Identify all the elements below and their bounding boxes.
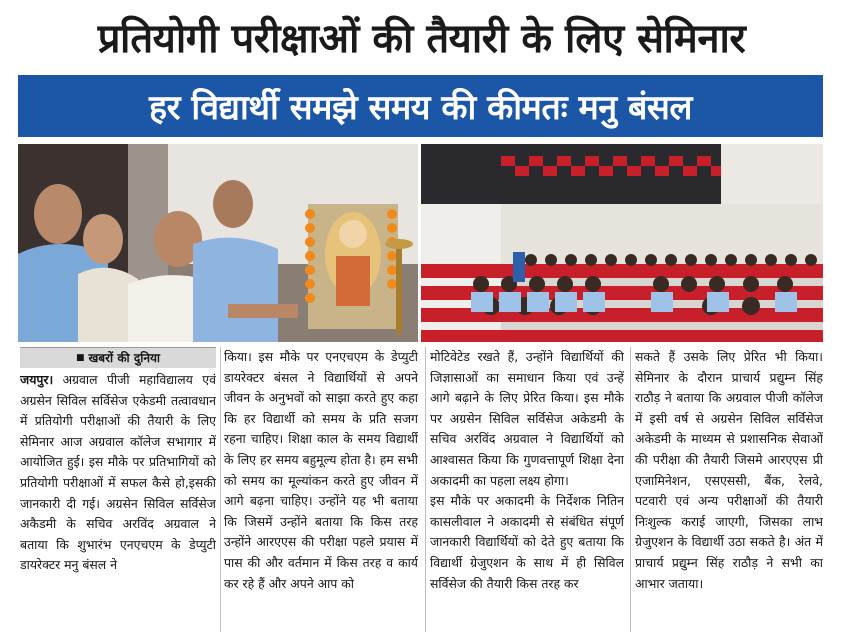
subheadline-banner: हर विद्यार्थी समझे समय की कीमतः मनु बंसल	[18, 75, 823, 137]
column-rule	[220, 347, 221, 632]
column-rule	[630, 347, 631, 632]
article-column-2	[224, 347, 418, 637]
column-text: मोटिवेटेड रखते हैं, उन्होंने विद्यार्थियों की जिज्ञासाओं का समाधान किया एवं उन्हें आगे बढ़ाने के लिए प्रेरित किया। इस मौके पर अग्रसेन सिविल सर्विसेज अकेडमी के सचिव अरविंद अग्रवाल ने विद्यार्थियों को आश्वासत किया कि गुणवत्तापूर्ण शिक्षा देना अकादमी का पहला लक्ष्य होगा।	[430, 349, 624, 488]
photo-auditorium	[421, 144, 823, 342]
headline: प्रतियोगी परीक्षाओं की तैयारी के लिए सेमिनार	[97, 15, 746, 62]
byline-bar	[20, 347, 216, 368]
article-column-1	[20, 347, 216, 637]
dateline: जयपुर।	[20, 372, 54, 387]
article-column-3	[430, 347, 624, 637]
column-text: किया। इस मौके पर एनएचएम के डेप्युटी डायरेक्टर बंसल ने विद्यार्थियों से अपने जीवन के अनुभवों को साझा करते हुए कहा कि हर विद्यार्थी को समय के प्रति सजग रहना चाहिए। शिक्षा काल के समय विद्यार्थी के लिए हर समय बहुमूल्य होता है। हम सभी को समय का मूल्यांकन करते हुए जीवन में आगे बढ़ना चाहिए। उन्होंने यह भी बताया कि जिसमें उन्होंने बताया कि किस तरह उन्होंने आरएएस की परीक्षा पहले प्रयास में पास की और वर्तमान में किस तरह व कार्य कर रहे हैं और अपने आप को	[224, 349, 418, 591]
square-bullet-icon: ■	[75, 352, 85, 363]
column-rule	[425, 347, 426, 632]
article-column-4	[635, 347, 823, 637]
column-text: सकते हैं उसके लिए प्रेरित भी किया। सेमिनार के दौरान प्राचार्य प्रद्युम्न सिंह राठौड़ ने बताया कि अग्रवाल पीजी कॉलेज में इसी वर्ष से अग्रसेन सिविल सर्विसेज अकेडमी के माध्यम से प्रशासनिक सेवाओं की परीक्षा की तैयारी जिसमे आरएएस प्री एजामिनेशन, एसएससी, बैंक, रेलवे, पटवारी एवं अन्य परीक्षाओं की तैयारी निःशुल्क कराई जाएगी, जिसका लाभ ग्रेजुएशन के विद्यार्थी उठा सकते है। अंत में प्राचार्य प्रद्युम्न सिंह राठौड़ ने सभी का आभार जताया।	[635, 349, 823, 591]
photo-lamp-lighting	[18, 144, 418, 342]
byline-label: खबरों की दुनिया	[88, 350, 161, 365]
column-text: अग्रवाल पीजी महाविद्यालय एवं अग्रसेन सिविल सर्विसेज एकेडमी तत्वावधान में प्रतियोगी परीक्षाओं की तैयारी के लिए सेमिनार आज अग्रवाल कॉलेज सभागार में आयोजित हुई। इस मौके पर प्रतिभागियों को प्रतियोगी परीक्षाओं में सफल कैसे हो,इसकी जानकारी दी गई। अग्रसेन सिविल सर्विसेज अकैडमी के सचिव अरविंद अग्रवाल ने बताया कि शुभारंभ एनएचएम के डेप्युटी डायरेक्टर मनु बंसल ने	[20, 372, 216, 573]
column-text: इस मौके पर अकादमी के निर्देशक नितिन कासलीवाल ने अकादमी से संबंधित संपूर्ण जानकारी विद्यार्थियों को देते हुए बताया कि विद्यार्थी ग्रेजुएशन के साथ में ही सिविल सर्विसेज की तैयारी किस तरह कर	[430, 493, 624, 591]
